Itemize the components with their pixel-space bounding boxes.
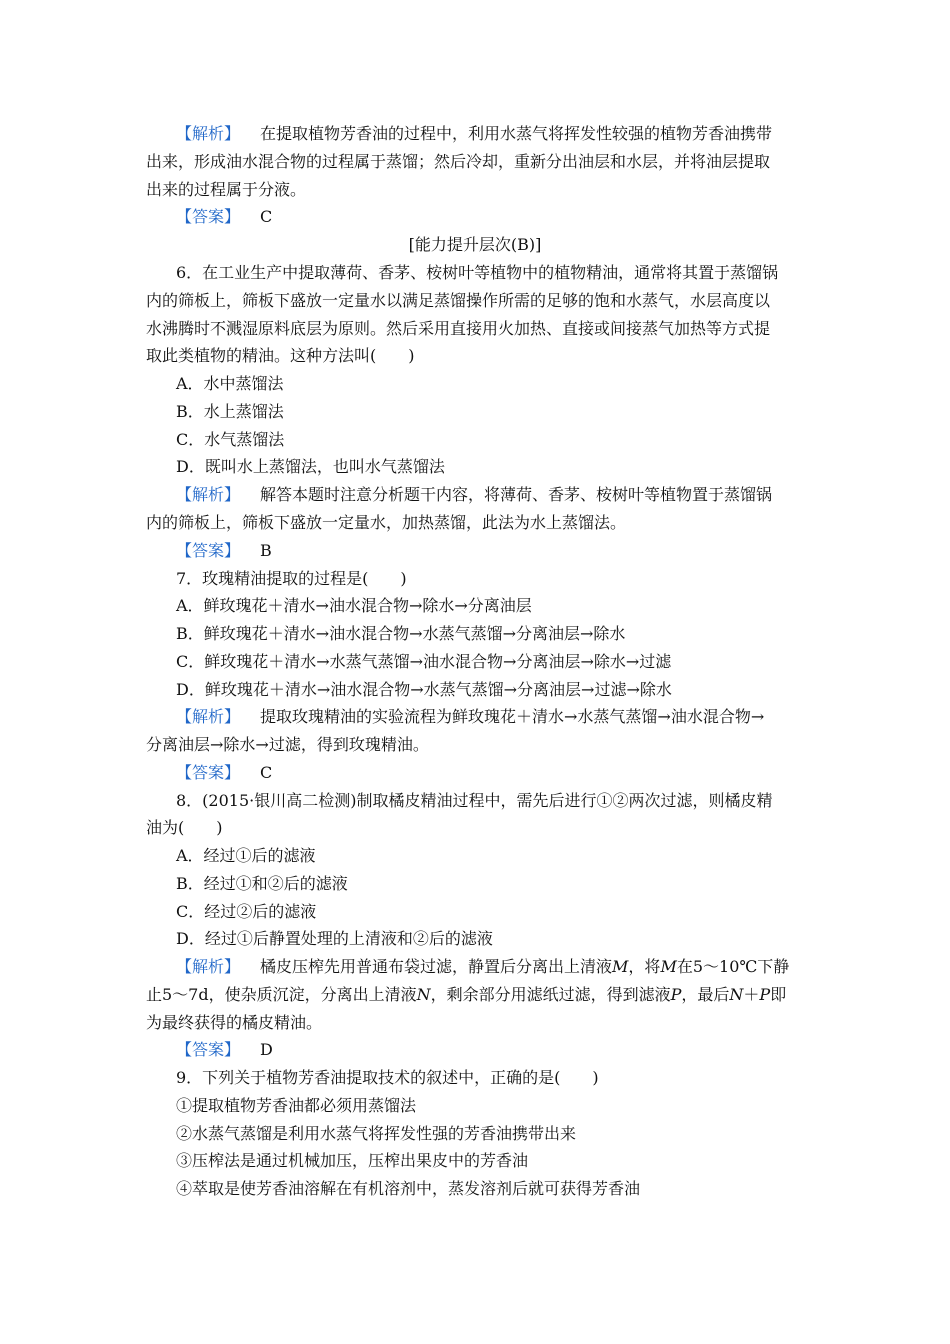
q8-analysis-text: ＋ xyxy=(743,985,760,1004)
q8-option-a: A．经过①后的滤液 xyxy=(176,846,316,865)
q6-answer-line xyxy=(146,541,816,561)
analysis-tag: 【解析】 xyxy=(176,124,241,143)
q8-analysis-text: ，将 xyxy=(628,957,661,976)
q9-item-4: ④萃取是使芳香油溶解在有机溶剂中，蒸发溶剂后就可获得芳香油 xyxy=(176,1179,641,1198)
variable-m: M xyxy=(612,957,629,976)
q9-item-1: ①提取植物芳香油都必须用蒸馏法 xyxy=(176,1096,417,1115)
q8-answer: D xyxy=(260,1040,273,1059)
variable-n: N xyxy=(416,985,431,1004)
q8-option-c: C．经过②后的滤液 xyxy=(176,902,317,921)
q8-analysis-text: 即 xyxy=(770,985,787,1004)
variable-p: P xyxy=(670,985,682,1004)
q8-stem-line2: 油为( ) xyxy=(146,818,223,837)
q6-analysis-line1 xyxy=(146,485,816,505)
q5-answer: C xyxy=(260,207,273,226)
answer-tag: 【答案】 xyxy=(176,763,241,782)
q8-answer-line xyxy=(146,1040,816,1060)
analysis-tag: 【解析】 xyxy=(176,707,241,726)
q6-stem-line2: 内的筛板上，筛板下盛放一定量水以满足蒸馏操作所需的足够的饱和水蒸气，水层高度以 xyxy=(146,291,771,310)
q8-analysis-text: 在5～10℃下静 xyxy=(676,957,790,976)
q7-option-c: C．鲜玫瑰花＋清水→水蒸气蒸馏→油水混合物→分离油层→除水→过滤 xyxy=(176,652,672,671)
q6-option-a: A．水中蒸馏法 xyxy=(176,374,284,393)
q6-analysis-text: 解答本题时注意分析题干内容，将薄荷、香茅、桉树叶等植物置于蒸馏锅 xyxy=(260,485,773,504)
q8-analysis-text: 橘皮压榨先用普通布袋过滤，静置后分离出上清液 xyxy=(260,957,613,976)
q8-analysis-line2 xyxy=(146,985,816,1005)
q7-answer-line xyxy=(146,763,816,783)
q6-option-b: B．水上蒸馏法 xyxy=(176,402,284,421)
q8-option-d: D．经过①后静置处理的上清液和②后的滤液 xyxy=(176,929,493,948)
q7-analysis-text: 提取玫瑰精油的实验流程为鲜玫瑰花＋清水→水蒸气蒸馏→油水混合物→ xyxy=(260,707,765,726)
q5-analysis-line3: 出来的过程属于分液。 xyxy=(146,180,307,199)
q7-analysis-line2: 分离油层→除水→过滤，得到玫瑰精油。 xyxy=(146,735,429,754)
q8-stem-line1: 8．(2015·银川高二检测)制取橘皮精油过程中，需先后进行①②两次过滤，则橘皮精 xyxy=(176,791,773,810)
q7-analysis-line1 xyxy=(146,707,816,727)
answer-tag: 【答案】 xyxy=(176,1040,241,1059)
q5-analysis-line1 xyxy=(146,124,816,144)
q6-option-d: D．既叫水上蒸馏法，也叫水气蒸馏法 xyxy=(176,457,445,476)
q5-analysis-text: 在提取植物芳香油的过程中，利用水蒸气将挥发性较强的植物芳香油携带 xyxy=(260,124,773,143)
q6-stem-line3: 水沸腾时不溅湿原料底层为原则。然后采用直接用火加热、直接或间接蒸气加热等方式提 xyxy=(146,319,771,338)
q6-stem-line1: 6．在工业生产中提取薄荷、香茅、桉树叶等植物中的植物精油，通常将其置于蒸馏锅 xyxy=(176,263,779,282)
answer-tag: 【答案】 xyxy=(176,541,241,560)
q8-analysis-line1 xyxy=(146,957,816,977)
variable-p: P xyxy=(759,985,771,1004)
variable-n: N xyxy=(729,985,744,1004)
q9-stem: 9．下列关于植物芳香油提取技术的叙述中，正确的是( ) xyxy=(176,1068,599,1087)
q6-analysis-line2: 内的筛板上，筛板下盛放一定量水，加热蒸馏，此法为水上蒸馏法。 xyxy=(146,513,627,532)
section-title: [能力提升层次(B)] xyxy=(408,235,542,254)
q7-answer: C xyxy=(260,763,273,782)
q6-answer: B xyxy=(260,541,272,560)
q7-option-d: D．鲜玫瑰花＋清水→油水混合物→水蒸气蒸馏→分离油层→过滤→除水 xyxy=(176,680,672,699)
analysis-tag: 【解析】 xyxy=(176,957,241,976)
q9-item-2: ②水蒸气蒸馏是利用水蒸气将挥发性强的芳香油携带出来 xyxy=(176,1124,577,1143)
q8-analysis-text: 止5～7d，使杂质沉淀，分离出上清液 xyxy=(146,985,417,1004)
q5-answer-line xyxy=(146,207,816,227)
variable-m: M xyxy=(660,957,677,976)
q8-analysis-line3: 为最终获得的橘皮精油。 xyxy=(146,1013,323,1032)
q6-option-c: C．水气蒸馏法 xyxy=(176,430,285,449)
q6-stem-line4: 取此类植物的精油。这种方法叫( ) xyxy=(146,346,415,365)
answer-tag: 【答案】 xyxy=(176,207,241,226)
q8-analysis-text: ，剩余部分用滤纸过滤，得到滤液 xyxy=(430,985,671,1004)
analysis-tag: 【解析】 xyxy=(176,485,241,504)
q5-analysis-line2: 出来，形成油水混合物的过程属于蒸馏；然后冷却，重新分出油层和水层，并将油层提取 xyxy=(146,152,771,171)
q7-stem: 7．玫瑰精油提取的过程是( ) xyxy=(176,569,407,588)
q9-item-3: ③压榨法是通过机械加压，压榨出果皮中的芳香油 xyxy=(176,1151,529,1170)
q7-option-b: B．鲜玫瑰花＋清水→油水混合物→水蒸气蒸馏→分离油层→除水 xyxy=(176,624,626,643)
q8-analysis-text: ，最后 xyxy=(681,985,730,1004)
q8-option-b: B．经过①和②后的滤液 xyxy=(176,874,348,893)
q7-option-a: A．鲜玫瑰花＋清水→油水混合物→除水→分离油层 xyxy=(176,596,532,615)
